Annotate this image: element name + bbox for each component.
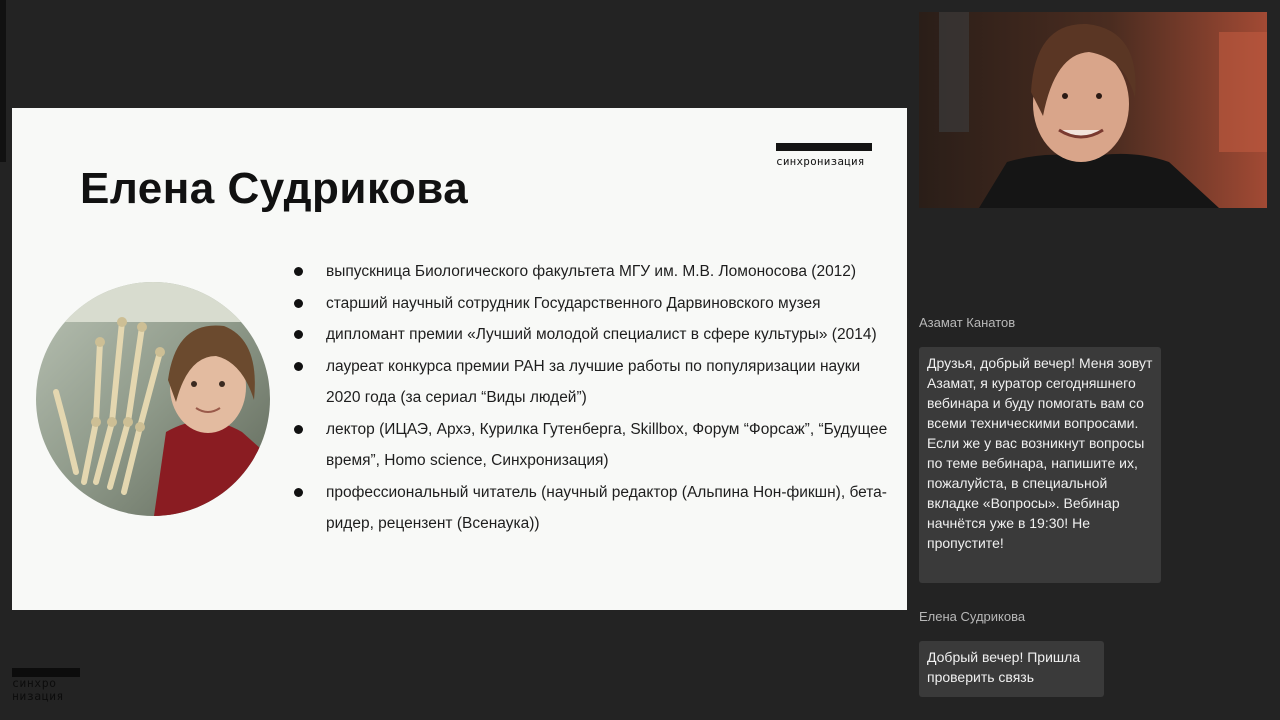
speaker-portrait-icon (36, 282, 270, 516)
left-edge-strip (0, 0, 6, 162)
brand-logo-bar (776, 143, 872, 151)
slide-brand-logo (776, 143, 872, 168)
chat-author-name: Елена Судрикова (919, 609, 1026, 624)
corner-brand-logo (12, 668, 80, 703)
slide-title: Елена Судрикова (80, 164, 469, 213)
chat-author-name: Азамат Канатов (919, 315, 1016, 330)
bio-bullet-item: дипломант премии «Лучший молодой специалист в сфере культуры» (2014) (294, 319, 894, 351)
corner-logo-line: низация (12, 689, 64, 703)
bio-bullet-list (294, 256, 894, 540)
webcam-video-icon[interactable] (919, 12, 1267, 208)
chat-message-bubble: Добрый вечер! Пришла проверить связь (919, 641, 1104, 697)
bio-bullet-item: лауреат конкурса премии РАН за лучшие работы по популяризации науки 2020 года (за сериал “Виды людей”) (294, 351, 894, 414)
bio-bullet-item: лектор (ИЦАЭ, Архэ, Курилка Гутенберга, Skillbox, Форум “Форсаж”, “Будущее время”, Homo science, Синхронизация) (294, 414, 894, 477)
chat-message-bubble: Друзья, добрый вечер! Меня зовут Азамат, я куратор сегодняшнего вебинара и буду помогать вам со всеми техническими вопросами. Если же у вас возникнут вопросы по теме вебинара, напишите их, пожалуйста, в специальной вкладке «Вопросы». Вебинар начнётся уже в 19:30! Не пропустите! (919, 347, 1161, 583)
bio-bullet-item: профессиональный читатель (научный редактор (Альпина Нон-фикшн), бета-ридер, рецензент (Всенаука)) (294, 477, 894, 540)
corner-logo-line: синхро (12, 676, 57, 690)
bio-bullet-item: выпускница Биологического факультета МГУ им. М.В. Ломоносова (2012) (294, 256, 894, 288)
presentation-slide (12, 108, 907, 610)
bio-bullet-item: старший научный сотрудник Государственного Дарвиновского музея (294, 288, 894, 320)
brand-logo-text: синхронизация (776, 155, 865, 168)
